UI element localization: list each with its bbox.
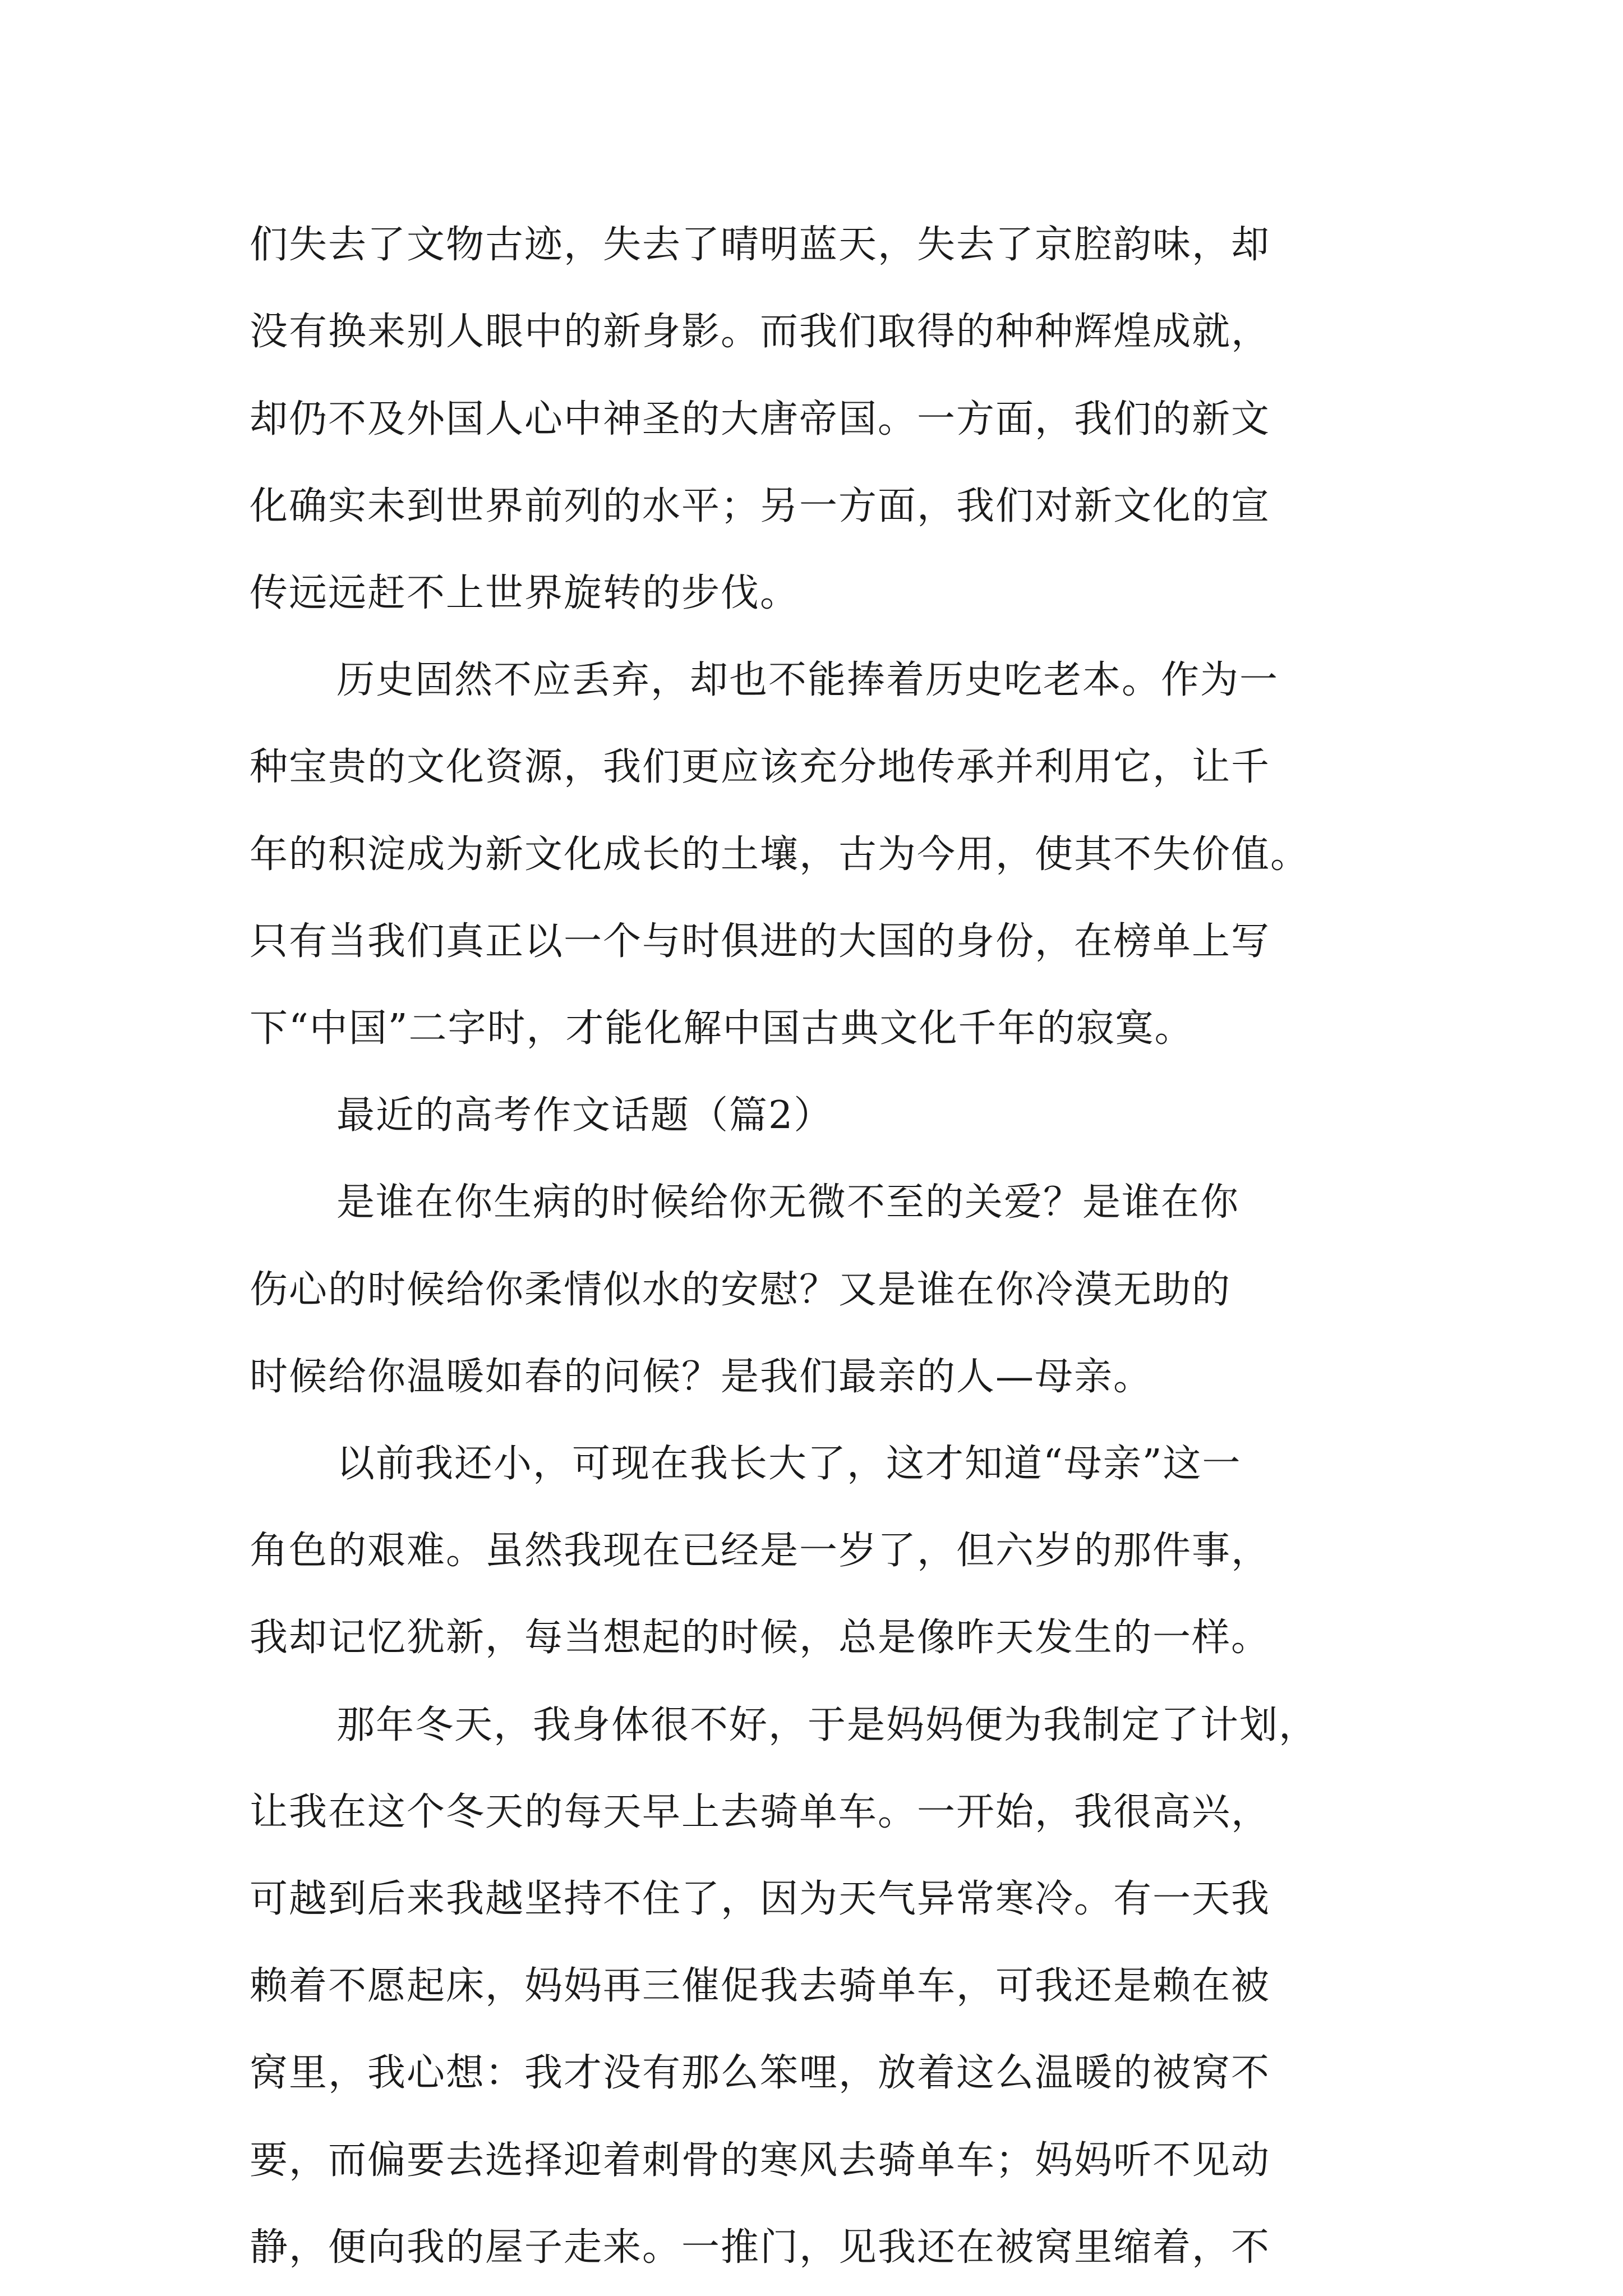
text-line: 化确实未到世界前列的水平；另一方面，我们对新文化的宣 xyxy=(250,484,1271,528)
text-line: 没有换来别人眼中的新身影。而我们取得的种种辉煌成就， xyxy=(250,310,1271,354)
paragraph-start: 那年冬天，我身体很不好，于是妈妈便为我制定了计划， xyxy=(336,1703,1318,1747)
text-line: 们失去了文物古迹，失去了晴明蓝天，失去了京腔韵味，却 xyxy=(250,223,1271,267)
text-line: 要，而偏要去选择迎着刺骨的寒风去骑单车；妈妈听不见动 xyxy=(250,2138,1271,2183)
paragraph-start: 以前我还小，可现在我长大了，这才知道“母亲”这一 xyxy=(336,1442,1242,1486)
text-line: 却仍不及外国人心中神圣的大唐帝国。一方面，我们的新文 xyxy=(250,397,1271,441)
section-heading: 最近的高考作文话题（篇2） xyxy=(336,1093,833,1138)
text-line: 可越到后来我越坚持不住了，因为天气异常寒冷。有一天我 xyxy=(250,1877,1271,1921)
text-line: 伤心的时候给你柔情似水的安慰？又是谁在你冷漠无助的 xyxy=(250,1268,1232,1312)
text-line: 静，便向我的屋子走来。一推门，见我还在被窝里缩着，不 xyxy=(250,2225,1271,2270)
text-line: 只有当我们真正以一个与时俱进的大国的身份，在榜单上写 xyxy=(250,919,1271,964)
text-line: 年的积淀成为新文化成长的土壤，古为今用，使其不失价值。 xyxy=(250,832,1310,877)
text-line: 下“中国”二字时，才能化解中国古典文化千年的寂寞。 xyxy=(250,1006,1194,1051)
text-line: 传远远赶不上世界旋转的步伐。 xyxy=(250,571,800,615)
text-line: 窝里，我心想：我才没有那么笨哩，放着这么温暖的被窝不 xyxy=(250,2051,1271,2095)
text-line: 角色的艰难。虽然我现在已经是一岁了，但六岁的那件事， xyxy=(250,1529,1271,1573)
paragraph-start: 历史固然不应丢弃，却也不能捧着历史吃老本。作为一 xyxy=(336,658,1279,702)
text-line: 种宝贵的文化资源，我们更应该充分地传承并利用它，让千 xyxy=(250,745,1271,789)
text-line: 让我在这个冬天的每天早上去骑单车。一开始，我很高兴， xyxy=(250,1790,1271,1834)
text-line: 赖着不愿起床，妈妈再三催促我去骑单车，可我还是赖在被 xyxy=(250,1964,1271,2008)
text-line: 时候给你温暖如春的问候？是我们最亲的人—母亲。 xyxy=(250,1355,1153,1399)
text-line: 我却记忆犹新，每当想起的时候，总是像昨天发生的一样。 xyxy=(250,1616,1271,1660)
paragraph-start: 是谁在你生病的时候给你无微不至的关爱？是谁在你 xyxy=(336,1180,1240,1225)
